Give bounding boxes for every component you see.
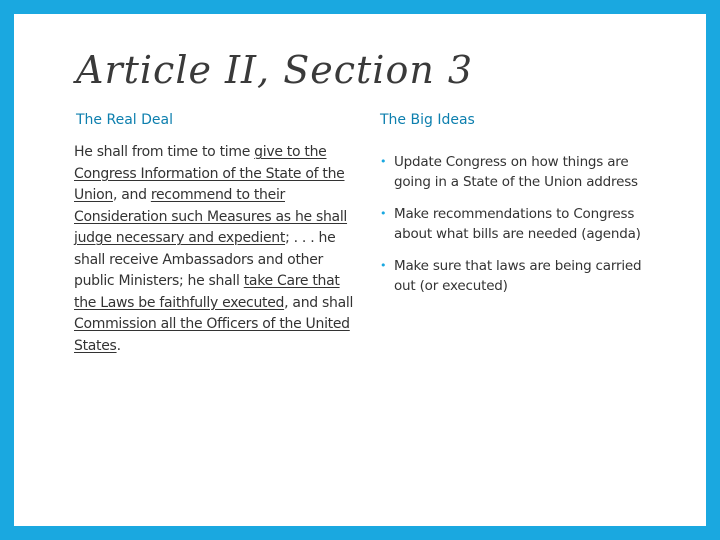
bullet-icon: •: [380, 155, 387, 168]
text-segment: ; . . . he shall receive Ambassadors and other public Ministers; he shall: [74, 230, 336, 289]
list-item: [380, 256, 650, 296]
underlined-phrase: recommend to their Consideration such Measures as he shall judge necessary and expedient: [74, 187, 348, 246]
underlined-phrase: take Care that the Laws be faithfully executed: [74, 273, 340, 311]
list-item-text: Update Congress on how things are going in a State of the Union address: [394, 154, 638, 190]
big-ideas-list: [380, 152, 650, 308]
text-segment: , and: [112, 187, 151, 203]
bullet-icon: •: [380, 207, 387, 220]
big-ideas-heading: The Big Ideas: [380, 112, 475, 128]
underlined-phrase: give to the Congress Information of the State of the Union: [74, 144, 345, 203]
real-deal-heading: The Real Deal: [76, 112, 173, 128]
list-item: [380, 152, 650, 192]
underlined-phrase: Commission all the Officers of the United States: [74, 316, 350, 354]
bullet-icon: •: [380, 259, 387, 272]
constitution-text: [74, 142, 356, 357]
slide-title: Article II, Section 3: [76, 48, 474, 92]
list-item-text: Make recommendations to Congress about what bills are needed (agenda): [394, 206, 641, 242]
text-segment: He shall from time to time: [74, 144, 255, 160]
text-segment: .: [116, 337, 121, 354]
slide: [14, 14, 706, 526]
list-item: [380, 204, 650, 244]
text-segment: , and shall: [284, 294, 354, 311]
list-item-text: Make sure that laws are being carried out (or executed): [394, 258, 642, 294]
